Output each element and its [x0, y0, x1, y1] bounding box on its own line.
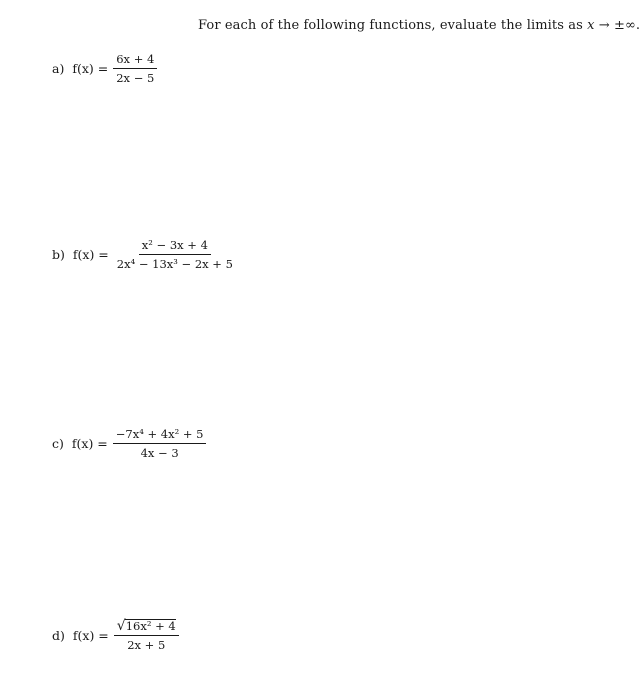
problem-d: [52, 619, 179, 652]
denominator: 2x⁴ − 13x³ − 2x + 5: [116, 257, 233, 271]
instructions-text: [198, 18, 640, 33]
problem-label: d): [52, 628, 65, 643]
problem-a: [52, 52, 157, 85]
numerator: [114, 619, 179, 636]
radicand: 16x² + 4: [125, 619, 176, 633]
instructions-prefix: For each of the following functions, evaluate the limits as: [198, 18, 583, 33]
denominator: 2x − 5: [116, 71, 155, 85]
problem-b: [52, 238, 236, 271]
fraction: [113, 427, 207, 460]
function-notation: f(x) =: [72, 61, 109, 76]
denominator: 2x + 5: [127, 638, 166, 652]
function-notation: f(x) =: [72, 628, 109, 643]
fraction: [113, 52, 157, 85]
radical-sign: √: [116, 618, 126, 634]
fraction: [114, 619, 179, 652]
instructions-suffix: .: [635, 18, 641, 33]
numerator: 6x + 4: [113, 52, 157, 69]
square-root: [117, 619, 176, 633]
function-notation: f(x) =: [72, 247, 109, 262]
numerator: x² − 3x + 4: [139, 238, 211, 255]
problem-c: [52, 427, 206, 460]
problem-label: a): [52, 61, 65, 76]
function-notation: f(x) =: [71, 436, 108, 451]
instructions-limit-expression: x → ±∞: [587, 18, 636, 33]
problem-label: c): [52, 436, 64, 451]
numerator: −7x⁴ + 4x² + 5: [113, 427, 207, 444]
fraction: [114, 238, 236, 271]
problem-label: b): [52, 247, 65, 262]
denominator: 4x − 3: [140, 446, 179, 460]
